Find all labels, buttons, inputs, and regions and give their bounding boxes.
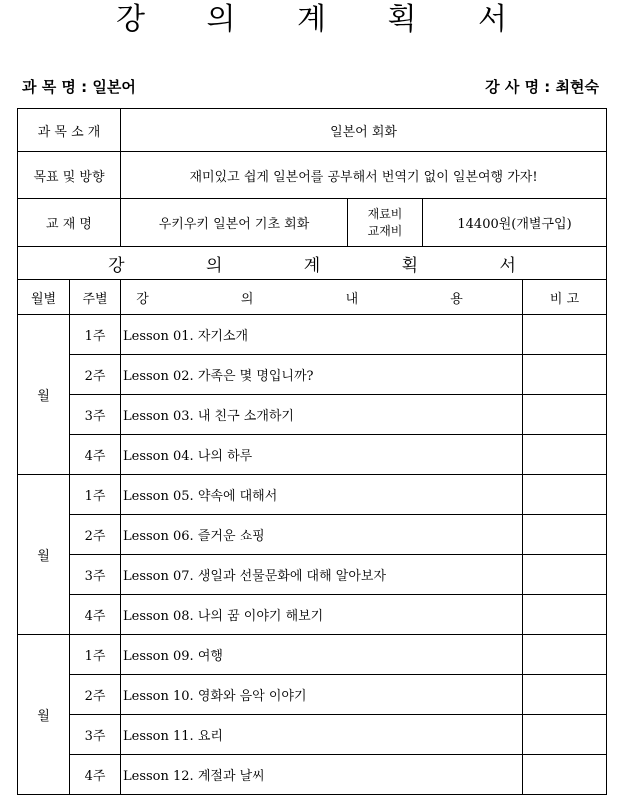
table-row [18, 755, 607, 795]
fee-label-material: 재료비 [367, 206, 403, 221]
month-cell: 월 [18, 475, 70, 635]
lesson-cell: Lesson 11. 요리 [121, 715, 523, 755]
lesson-cell: Lesson 01. 자기소개 [121, 315, 523, 355]
table-row [18, 355, 607, 395]
fee-value: 14400원(개별구입) [423, 199, 607, 247]
table-row [18, 435, 607, 475]
note-cell [523, 635, 607, 675]
week-cell: 1주 [70, 475, 121, 515]
week-cell: 2주 [70, 675, 121, 715]
note-cell [523, 715, 607, 755]
lesson-cell: Lesson 12. 계절과 날씨 [121, 755, 523, 795]
subject-name: 과 목 명 : 일본어 [22, 78, 136, 96]
fee-label [348, 199, 423, 247]
instructor-name: 강 사 명 : 최현숙 [485, 78, 599, 96]
table-row [18, 595, 607, 635]
goal-label: 목표 및 방향 [18, 152, 121, 199]
note-cell [523, 595, 607, 635]
week-cell: 1주 [70, 635, 121, 675]
col-note: 비 고 [523, 280, 607, 315]
lesson-cell: Lesson 10. 영화와 음악 이야기 [121, 675, 523, 715]
lesson-cell: Lesson 02. 가족은 몇 명입니까? [121, 355, 523, 395]
table-row [18, 315, 607, 355]
lesson-cell: Lesson 07. 생일과 선물문화에 대해 알아보자 [121, 555, 523, 595]
month-cell: 월 [18, 635, 70, 795]
table-row [18, 395, 607, 435]
note-cell [523, 675, 607, 715]
note-cell [523, 475, 607, 515]
week-cell: 3주 [70, 395, 121, 435]
lesson-cell: Lesson 03. 내 친구 소개하기 [121, 395, 523, 435]
col-month: 월별 [18, 280, 70, 315]
lecture-plan-table [17, 108, 607, 795]
table-row [18, 555, 607, 595]
note-cell [523, 435, 607, 475]
week-cell: 4주 [70, 435, 121, 475]
table-row [18, 475, 607, 515]
table-row [18, 635, 607, 675]
note-cell [523, 395, 607, 435]
document-title: 강 의 계 획 서 [115, 2, 534, 37]
note-cell [523, 355, 607, 395]
note-cell [523, 755, 607, 795]
week-cell: 3주 [70, 555, 121, 595]
week-cell: 4주 [70, 595, 121, 635]
note-cell [523, 515, 607, 555]
note-cell [523, 555, 607, 595]
week-cell: 4주 [70, 755, 121, 795]
intro-label: 과 목 소 개 [18, 109, 121, 152]
table-row [18, 715, 607, 755]
lesson-cell: Lesson 05. 약속에 대해서 [121, 475, 523, 515]
note-cell [523, 315, 607, 355]
lesson-cell: Lesson 09. 여행 [121, 635, 523, 675]
table-row [18, 675, 607, 715]
col-week: 주별 [70, 280, 121, 315]
week-cell: 1주 [70, 315, 121, 355]
table-row [18, 515, 607, 555]
week-cell: 2주 [70, 355, 121, 395]
intro-value: 일본어 회화 [121, 109, 607, 152]
textbook-label: 교 재 명 [18, 199, 121, 247]
col-content [121, 280, 523, 315]
month-cell: 월 [18, 315, 70, 475]
fee-label-textbook: 교재비 [367, 223, 403, 238]
week-cell: 3주 [70, 715, 121, 755]
section-title: 강 의 계 획 서 [18, 247, 607, 280]
lesson-cell: Lesson 08. 나의 꿈 이야기 해보기 [121, 595, 523, 635]
lesson-cell: Lesson 04. 나의 하루 [121, 435, 523, 475]
goal-value: 재미있고 쉽게 일본어를 공부해서 번역기 없이 일본여행 가자! [121, 152, 607, 199]
lesson-cell: Lesson 06. 즐거운 쇼핑 [121, 515, 523, 555]
col-content-label: 강 의 내 용 [136, 291, 507, 307]
textbook-value: 우키우키 일본어 기초 회화 [121, 199, 348, 247]
week-cell: 2주 [70, 515, 121, 555]
